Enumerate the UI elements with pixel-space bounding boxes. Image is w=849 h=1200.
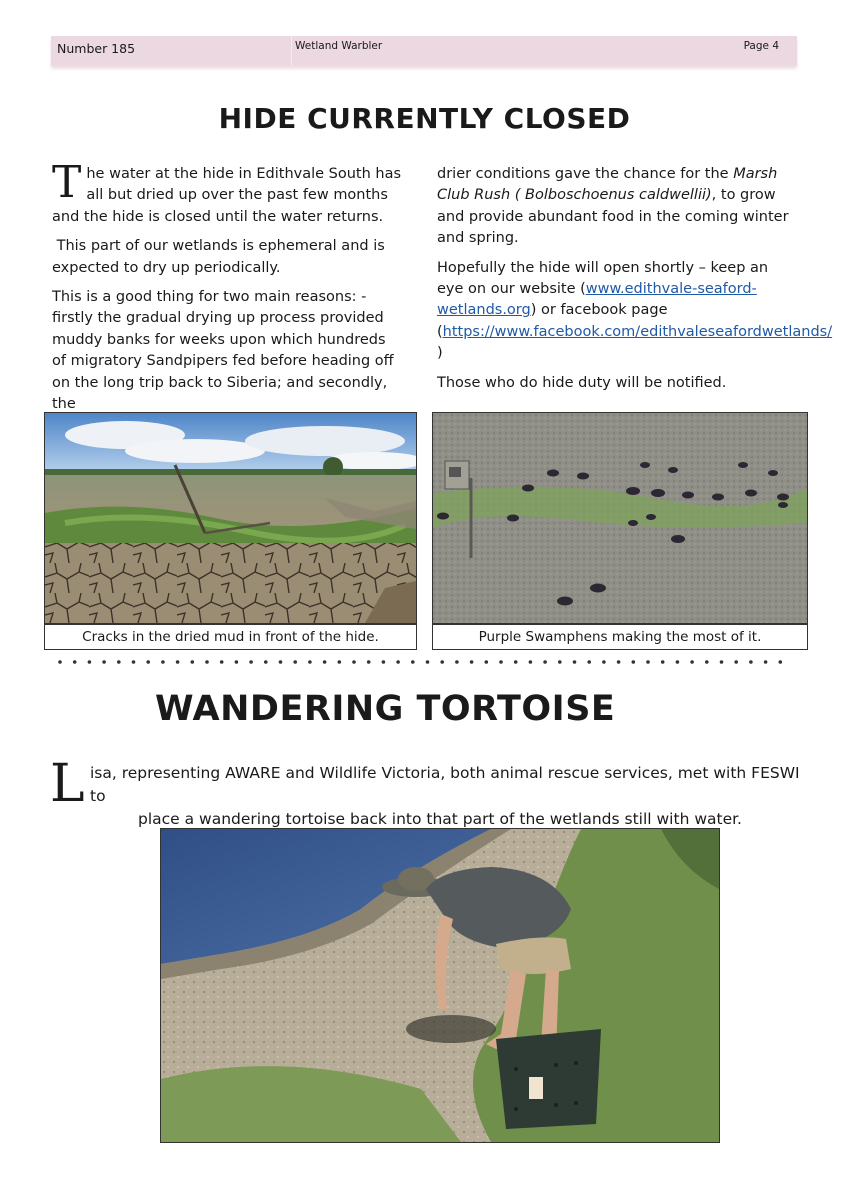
- divider-dot: [440, 660, 444, 664]
- divider-dot: [73, 660, 77, 664]
- divider-dot: [470, 660, 474, 664]
- drop-cap-l: L: [50, 754, 85, 814]
- intro-line-2: place a wandering tortoise back into that part of the wetlands still with water.: [137, 810, 742, 828]
- divider-dot: [426, 660, 430, 664]
- divider-dot: [499, 660, 503, 664]
- article-column-left: [52, 157, 402, 423]
- divider-dot: [249, 660, 253, 664]
- photo-dried-mud: [44, 412, 417, 624]
- divider-dot: [58, 660, 62, 664]
- paragraph-5-text: Hopefully the hide will open shortly – keep an eye on our website (: [437, 259, 769, 298]
- swamphens-image: [433, 413, 807, 623]
- intro-line-1: isa, representing AWARE and Wildlife Victoria, both animal rescue services, met with FESWI to: [90, 764, 800, 805]
- divider-dot: [338, 660, 342, 664]
- article-title-tortoise: WANDERING TORTOISE: [155, 689, 616, 729]
- divider-dot: [161, 660, 165, 664]
- issue-number: Number 185: [57, 41, 136, 56]
- divider-dot: [661, 660, 665, 664]
- photo-tortoise-release: [160, 828, 720, 1143]
- divider-dot: [117, 660, 121, 664]
- page-header: [51, 36, 797, 66]
- divider-dot: [632, 660, 636, 664]
- tortoise-release-image: [161, 829, 719, 1142]
- divider-dot: [88, 660, 92, 664]
- divider-dot: [323, 660, 327, 664]
- header-divider: [291, 36, 292, 66]
- divider-dot: [367, 660, 371, 664]
- divider-dot: [514, 660, 518, 664]
- divider-dot: [690, 660, 694, 664]
- dotted-divider: [52, 656, 792, 668]
- divider-dot: [411, 660, 415, 664]
- divider-dot: [529, 660, 533, 664]
- website-link[interactable]: www.edithvale-seaford-wetlands.org: [437, 281, 757, 319]
- article-column-right: [437, 164, 833, 402]
- divider-dot: [573, 660, 577, 664]
- divider-dot: [264, 660, 268, 664]
- divider-dot: [102, 660, 106, 664]
- divider-dot: [220, 660, 224, 664]
- divider-dot: [720, 660, 724, 664]
- tortoise-intro: [50, 754, 800, 831]
- divider-dot: [132, 660, 136, 664]
- paragraph-2: [52, 236, 402, 279]
- divider-dot: [705, 660, 709, 664]
- divider-dot: [308, 660, 312, 664]
- paragraph-5-tail: ): [437, 345, 443, 362]
- paragraph-6: Those who do hide duty will be notified.: [437, 374, 727, 391]
- divider-dot: [191, 660, 195, 664]
- paragraph-5: [437, 258, 833, 365]
- divider-dot: [543, 660, 547, 664]
- drop-cap: T: [52, 157, 82, 208]
- facebook-link[interactable]: https://www.facebook.com/edithvaleseafordwetlands/: [442, 323, 833, 340]
- divider-dot: [558, 660, 562, 664]
- caption-dried-mud: Cracks in the dried mud in front of the hide.: [44, 624, 417, 650]
- divider-dot: [235, 660, 239, 664]
- divider-dot: [455, 660, 459, 664]
- divider-dot: [352, 660, 356, 664]
- divider-dot: [749, 660, 753, 664]
- divider-dot: [646, 660, 650, 664]
- divider-dot: [146, 660, 150, 664]
- article-title-hide: HIDE CURRENTLY CLOSED: [218, 102, 631, 135]
- paragraph-4: [437, 164, 797, 250]
- paragraph-2-text: This part of our wetlands is ephemeral and is expected to dry up periodically.: [52, 238, 385, 276]
- divider-dot: [602, 660, 606, 664]
- caption-swamphens: Purple Swamphens making the most of it.: [432, 624, 808, 650]
- paragraph-4-text: drier conditions gave the chance for the: [437, 166, 734, 182]
- divider-dot: [382, 660, 386, 664]
- divider-dot: [205, 660, 209, 664]
- divider-dot: [734, 660, 738, 664]
- divider-dot: [764, 660, 768, 664]
- divider-dot: [396, 660, 400, 664]
- divider-dot: [485, 660, 489, 664]
- divider-dot: [587, 660, 591, 664]
- photo-swamphens: [432, 412, 808, 624]
- divider-dot: [176, 660, 180, 664]
- newsletter-title: Wetland Warbler: [295, 40, 383, 52]
- paragraph-5-mid: ) or facebook page (: [437, 302, 668, 340]
- dried-mud-image: [45, 413, 416, 623]
- paragraph-3: This is a good thing for two main reasons: - firstly the gradual drying up process provided muddy banks for weeks upon which hundreds of migratory Sandpipers fed before heading off on the long trip back to Siberia; and secondly, the: [52, 289, 394, 413]
- divider-dot: [617, 660, 621, 664]
- divider-dot: [779, 660, 783, 664]
- paragraph-1: [52, 157, 402, 228]
- paragraph-4-tail: , to grow and provide abundant food in the coming winter and spring.: [437, 187, 789, 247]
- paragraph-1-text: he water at the hide in Edithvale South has all but dried up over the past few months and the hide is closed until the water returns.: [52, 166, 402, 225]
- divider-dot: [293, 660, 297, 664]
- page-number: Page 4: [743, 40, 779, 52]
- divider-dot: [279, 660, 283, 664]
- species-name: Marsh Club Rush ( Bolboschoenus caldwellii): [437, 166, 778, 204]
- divider-dot: [676, 660, 680, 664]
